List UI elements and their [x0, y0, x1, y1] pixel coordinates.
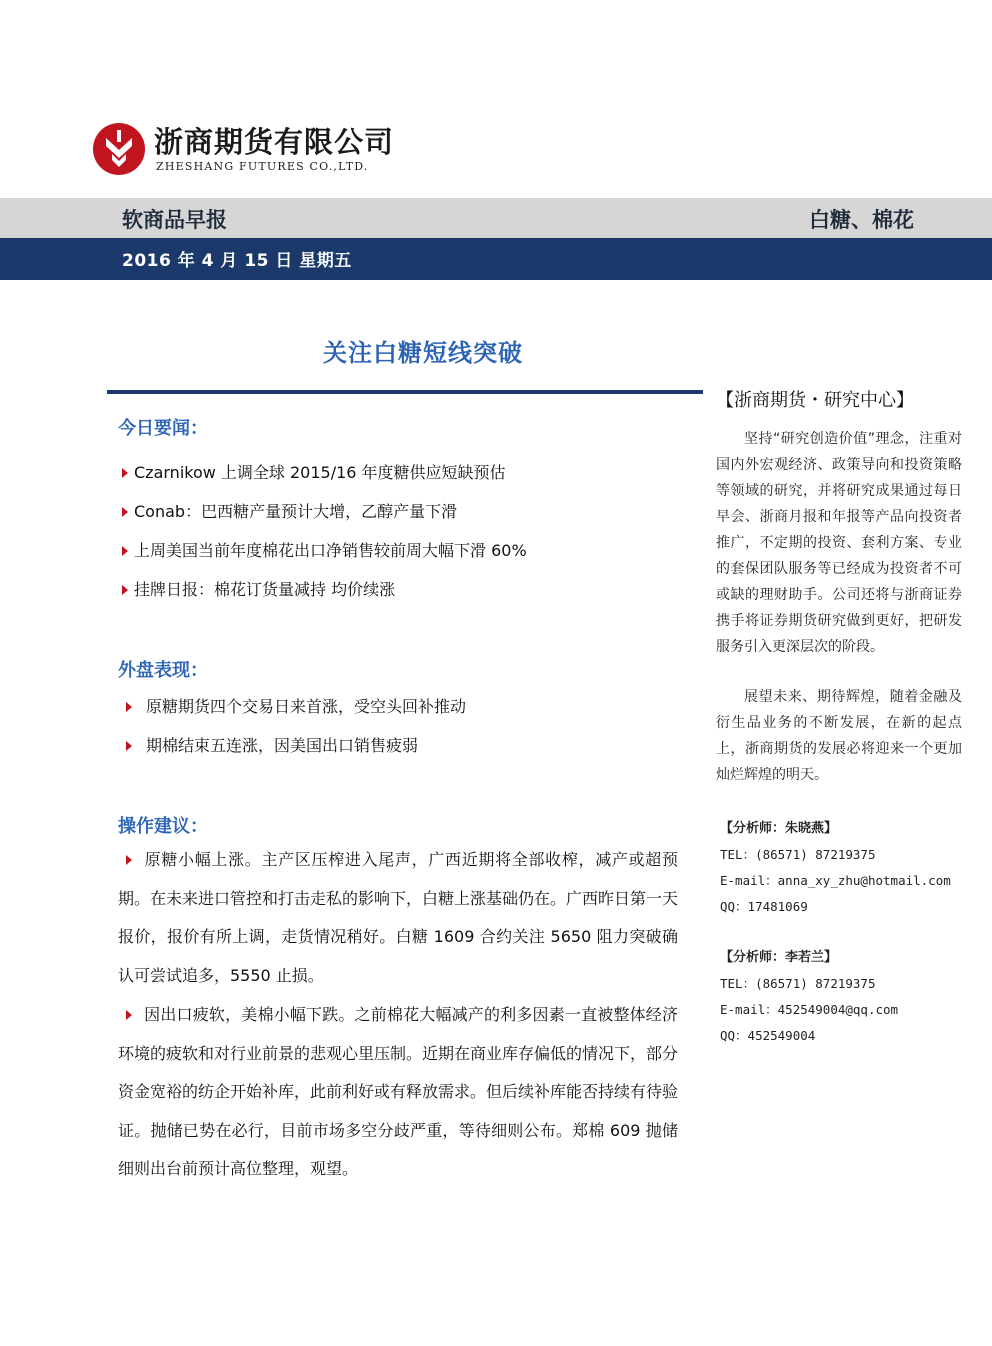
overseas-item: 期棉结束五连涨，因美国出口销售疲弱	[122, 733, 418, 756]
news-item: Conab：巴西糖产量预计大增，乙醇产量下滑	[122, 499, 457, 522]
overseas-heading: 外盘表现：	[118, 660, 208, 681]
analyst-card	[720, 817, 980, 920]
bullet-arrow-icon	[122, 585, 128, 595]
analyst-email[interactable]: E-mail：anna_xy_zhu@hotmail.com	[720, 873, 951, 888]
date-band	[0, 238, 992, 280]
analyst-card	[720, 946, 980, 1049]
page-title: 关注白糖短线突破	[323, 339, 523, 367]
analyst-name: 【分析师：李若兰】	[720, 950, 838, 965]
bullet-arrow-icon	[122, 507, 128, 517]
bullet-arrow-icon	[122, 546, 128, 556]
bullet-arrow-icon	[126, 702, 132, 712]
analyst-qq: QQ：452549004	[720, 1028, 816, 1043]
bullet-arrow-icon	[122, 468, 128, 478]
today-news-heading: 今日要闻：	[118, 418, 208, 439]
bullet-arrow-icon	[126, 855, 132, 865]
bullet-arrow-icon	[126, 1010, 132, 1020]
overseas-item: 原糖期货四个交易日来首涨，受空头回补推动	[122, 694, 466, 717]
advice-paragraph-sugar: 原糖小幅上涨。主产区压榨进入尾声，广西近期将全部收榨，减产或超预期。在未来进口管控和打击走私的影响下，白糖上涨基础仍在。广西昨日第一天报价，报价有所上调，走货情况稍好。白糖 1609 合约关注 5650 阻力突破确认可尝试追多，5550 止损。	[118, 850, 679, 985]
title-divider	[107, 390, 703, 394]
company-name-cn: 浙商期货有限公司	[154, 125, 395, 159]
advice-heading: 操作建议：	[118, 816, 208, 837]
report-header-band	[0, 198, 992, 238]
news-item: Czarnikow 上调全球 2015/16 年度糖供应短缺预估	[122, 460, 506, 483]
analyst-name: 【分析师：朱晓燕】	[720, 821, 838, 836]
research-center-outlook: 展望未来、期待辉煌，随着金融及衍生品业务的不断发展，在新的起点上，浙商期货的发展必将迎来一个更加灿烂辉煌的明天。	[716, 689, 962, 783]
news-item: 挂牌日报：棉花订货量减持 均价续涨	[122, 577, 395, 600]
company-logo-icon	[92, 120, 146, 178]
report-products: 白糖、棉花	[809, 208, 914, 232]
analyst-tel: TEL：(86571) 87219375	[720, 976, 876, 991]
company-name-en: ZHESHANG FUTURES CO.,LTD.	[156, 160, 369, 173]
research-center-intro: 坚持“研究创造价值”理念，注重对国内外宏观经济、政策导向和投资策略等领域的研究，并将研究成果通过每日早会、浙商月报和年报等产品向投资者推广，不定期的投资、套利方案、专业的套保团队服务等已经成为投资者不可或缺的理财助手。公司还将与浙商证券携手将证券期货研究做到更好，把研发服务引入更深层次的阶段。	[716, 431, 962, 655]
company-logo	[92, 118, 395, 182]
news-item: 上周美国当前年度棉花出口净销售较前周大幅下滑 60%	[122, 538, 527, 561]
bullet-arrow-icon	[126, 741, 132, 751]
advice-paragraph-cotton: 因出口疲软，美棉小幅下跌。之前棉花大幅减产的利多因素一直被整体经济环境的疲软和对行业前景的悲观心里压制。近期在商业库存偏低的情况下，部分资金宽裕的纺企开始补库，此前利好或有释放需求。但后续补库能否持续有待验证。抛储已势在必行，目前市场多空分歧严重，等待细则公布。郑棉 609 抛储细则出台前预计高位整理，观望。	[118, 1005, 679, 1178]
analyst-qq: QQ：17481069	[720, 899, 808, 914]
analyst-email[interactable]: E-mail：452549004@qq.com	[720, 1002, 899, 1017]
analyst-tel: TEL：(86571) 87219375	[720, 847, 876, 862]
report-date: 2016 年 4 月 15 日 星期五	[122, 251, 352, 271]
report-type: 软商品早报	[122, 208, 227, 232]
research-center-heading: 【浙商期货・研究中心】	[716, 390, 914, 411]
